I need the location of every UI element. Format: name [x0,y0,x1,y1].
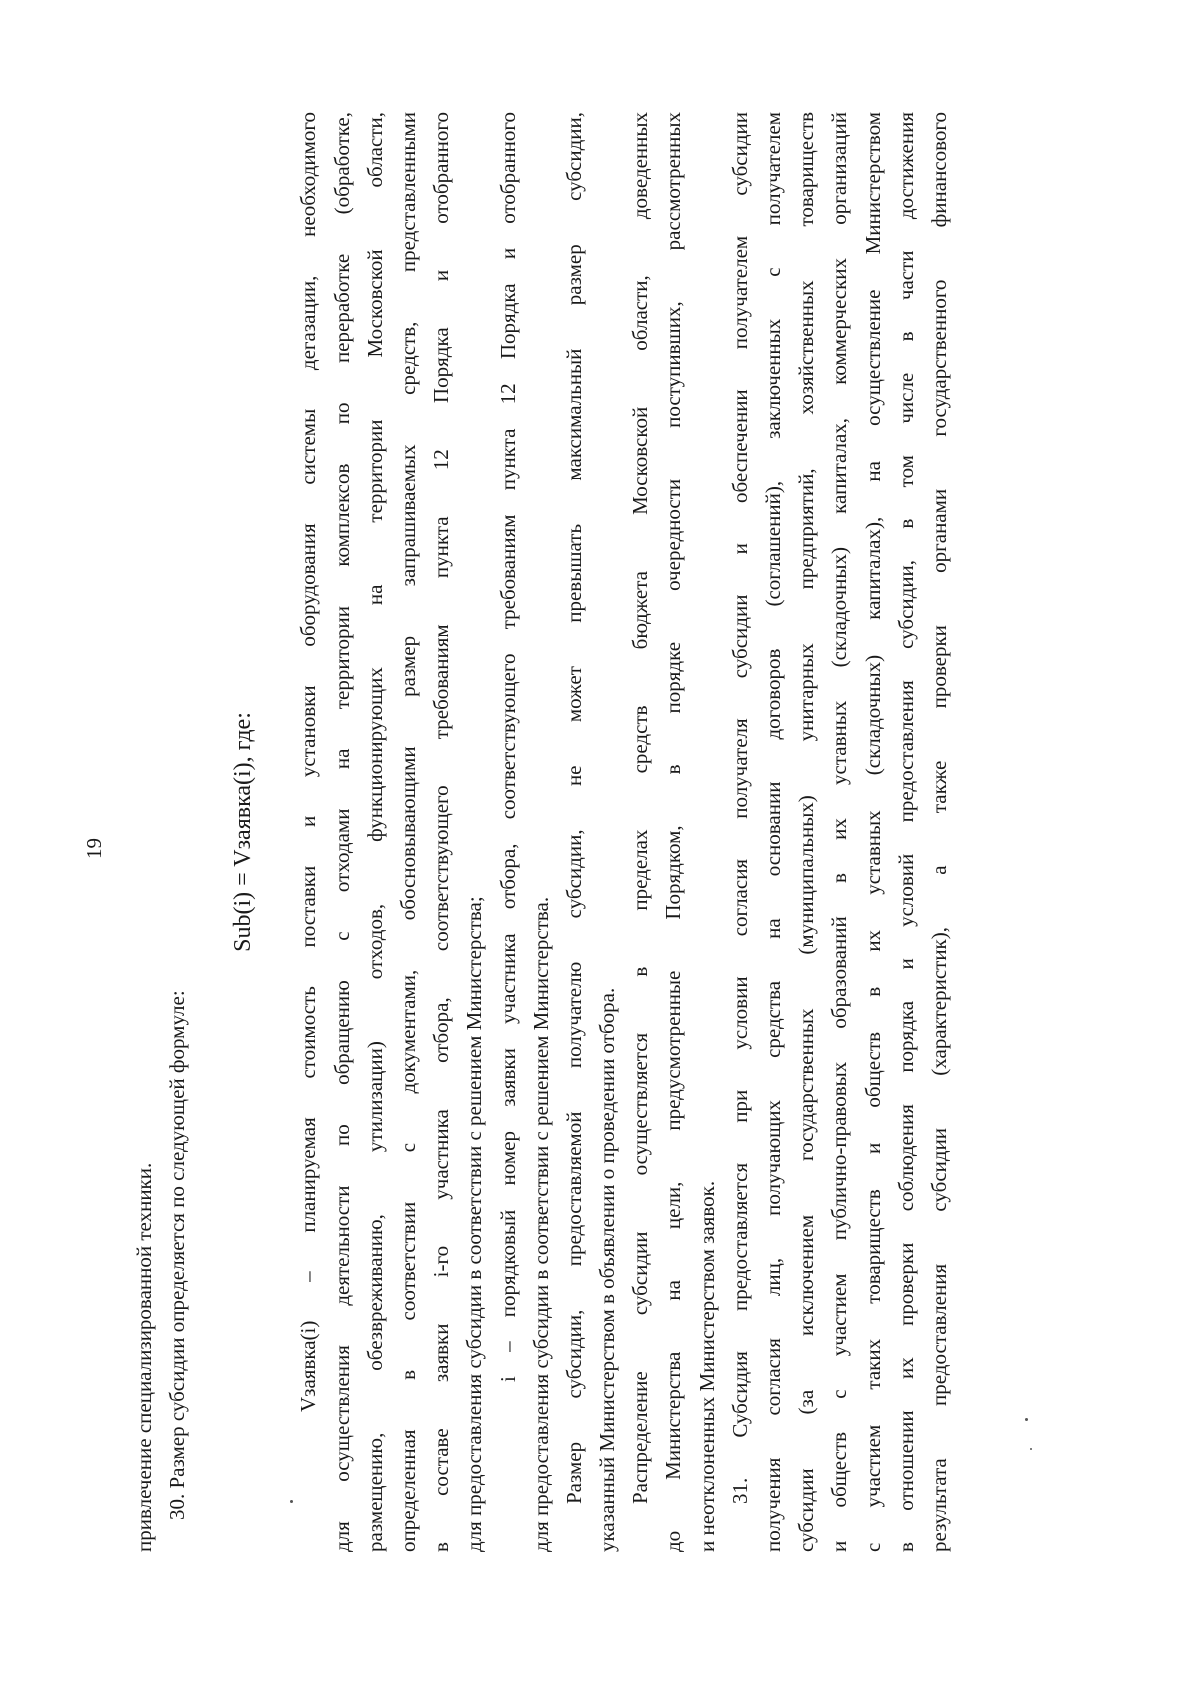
text-line: субсидии (за исключением государственных (муниципальных) унитарных предприятий, хозяйственных товариществ [794,112,819,1552]
scan-speck [290,1500,293,1503]
text-line: в составе заявки i-го участника отбора, соответствующего требованиям пункта 12 Порядка и отобранного [429,112,454,1552]
text-line: 31. Субсидия предоставляется при условии согласия получателя субсидии и обеспечении получателем субсидии [727,112,752,1504]
text-line: привлечение специализированной техники. [132,1162,156,1552]
text-line: и неотклоненных Министерством заявок. [694,1180,719,1552]
scan-speck [1030,1448,1032,1450]
text-line: до Министерства на цели, предусмотренные Порядком, в порядке очередности поступивших, рассмотренных [661,112,686,1552]
text-line: Размер субсидии, предоставляемой получателю субсидии, не может превышать максимальный размер субсидии, [561,112,586,1504]
text-line: Распределение субсидии осуществляется в пределах средств бюджета Московской области, доведенных [628,112,653,1504]
document-body [128,112,956,1552]
scan-speck [1025,1418,1028,1421]
text-line: Vзаявка(i) – планируемая стоимость поставки и установки оборудования системы дегазации, необходимого [296,112,321,1412]
text-line: в отношении их проверки соблюдения порядка и условий предоставления субсидии, в том числе в части достижения [893,112,918,1552]
formula: Sub(i) = Vзаявка(i), где: [230,712,257,952]
text-line: получения согласия лиц, получающих средства на основании договоров (соглашений), заключенных с получателем [761,112,785,1552]
text-line: результата предоставления субсидии (характеристик), а также проверки органами государственного финансового [926,112,951,1552]
text-line: и обществ с участием публично-правовых образований в их уставных (складочных) капиталах, коммерческих организаций [827,112,852,1552]
text-line: для предоставления субсидии в соответствии с решением Министерства; [462,896,487,1552]
text-line: i – порядковый номер заявки участника отбора, соответствующего требованиям пункта 12 Порядка и отобранного [495,112,520,1382]
page-number: 19 [82,838,106,859]
text-line: 30. Размер субсидии определяется по следующей формуле: [165,990,190,1520]
text-line: размещению, обезвреживанию, утилизации) отходов, функционирующих на территории Московской области, [362,112,387,1552]
text-line: определенная в соответствии с документами, обосновывающими размер запрашиваемых средств, представленными [395,112,420,1552]
text-line: с участием таких товариществ и обществ в их уставных (складочных) капиталах), на осуществление Министерством [860,112,885,1552]
text-line: для предоставления субсидии в соответствии с решением Министерства. [528,896,553,1552]
text-line: указанный Министерством в объявлении о проведении отбора. [595,987,620,1552]
text-line: для осуществления деятельности по обращению с отходами на территории комплексов по переработке (обработке, [329,112,354,1552]
